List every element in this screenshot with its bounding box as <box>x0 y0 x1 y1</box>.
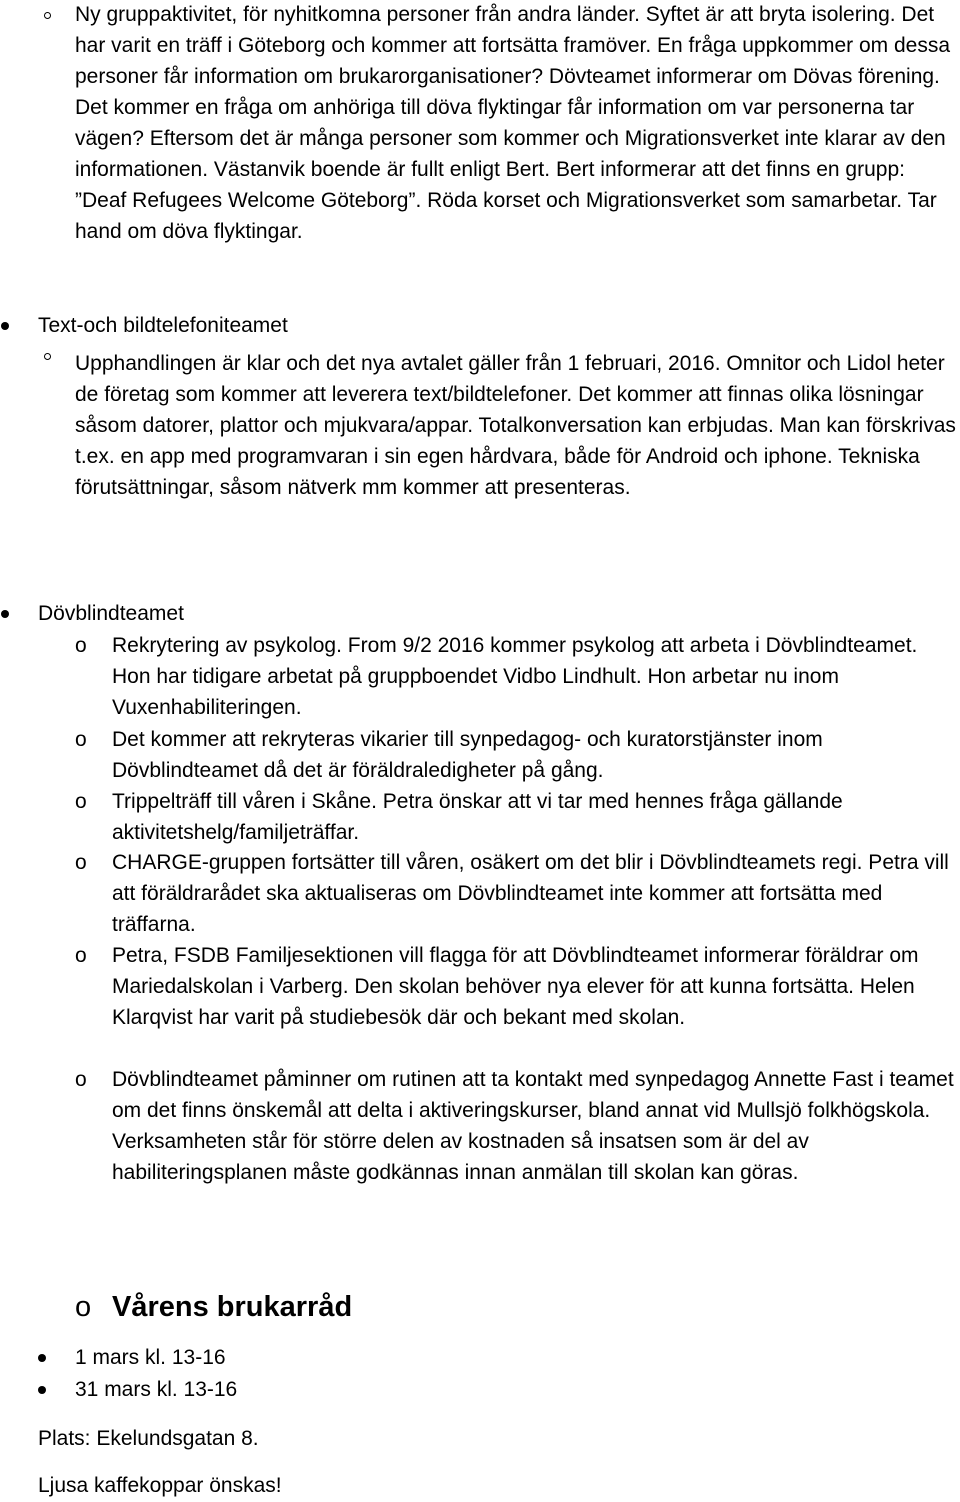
text-phone-paragraph: Upphandlingen är klar och det nya avtalet gäller från 1 februari, 2016. Omnitor och Lidol heter de företag som kommer att leverera text/bildtelefoner. Det kommer att finnas olika lösningar såsom datorer, plattor och mjukvara/appar. Totalkonversation kan erbjudas. Man kan förskrivas t.ex. en app med programvaran i sin egen hårdvara, både för Android och iphone. Tekniska förutsättningar, såsom nätverk mm kommer att presenteras. <box>75 352 956 499</box>
list-marker: o <box>75 1291 92 1323</box>
list-item-text: Dövblindteamet påminner om rutinen att ta kontakt med synpedagog Annette Fast i teamet om det finns önskemål att delta i aktiveringskurser, bland annat vid Mullsjö folkhögskola. Verksamheten står för större delen av kostnaden så insatsen som är del av habiliteringsplanen måste godkännas innan anmälan till skolan kan göras. <box>112 1068 954 1184</box>
list-marker: o <box>75 1068 87 1091</box>
deafblind-team-heading: Dövblindteamet <box>38 602 184 625</box>
list-item-text: CHARGE-gruppen fortsätter till våren, osäkert om det blir i Dövblindteamets regi. Petra vill att föräldrarådet ska aktualiseras om Dövblindteamet inte kommer att fortsätta med träffarna. <box>112 851 949 936</box>
list-item-text: Trippelträff till våren i Skåne. Petra önskar att vi tar med hennes fråga gällande aktivitetshelg/familjeträffar. <box>112 790 843 844</box>
bullet-icon <box>1 610 9 618</box>
meeting-place: Plats: Ekelundsgatan 8. <box>38 1427 259 1450</box>
hollow-bullet-icon <box>44 353 51 360</box>
meeting-date: 31 mars kl. 13-16 <box>75 1378 238 1401</box>
spring-council-heading: Vårens brukarråd <box>112 1291 353 1323</box>
list-marker: o <box>75 944 87 967</box>
list-marker: o <box>75 728 87 751</box>
list-item-text: Det kommer att rekryteras vikarier till synpedagog- och kuratorstjänster inom Dövblindteamet då det är föräldraledigheter på gång. <box>112 728 823 782</box>
refugee-activity-paragraph: Ny gruppaktivitet, för nyhitkomna personer från andra länder. Syftet är att bryta isolering. Det har varit en träff i Göteborg och kommer att fortsätta framöver. En fråga uppkommer om dessa personer får information om brukarorganisationer? Dövteamet informerar om Dövas förening. Det kommer en fråga om anhöriga till döva flyktingar får information om var personerna tar vägen? Eftersom det är många personer som kommer och Migrationsverket inte klarar av den informationen. Västanvik boende är fullt enligt Bert. Bert informerar att det finns en grupp: ”Deaf Refugees Welcome Göteborg”. Röda korset och Migrationsverket som samarbetar. Tar hand om döva flyktingar. <box>75 3 950 243</box>
list-item-text: Petra, FSDB Familjesektionen vill flagga för att Dövblindteamet informerar föräldrar om Mariedalskolan i Varberg. Den skolan behöver nya elever för att kunna fortsätta. Helen Klarqvist har varit på studiebesök där och bekant med skolan. <box>112 944 919 1029</box>
coffee-note: Ljusa kaffekoppar önskas! <box>38 1474 282 1497</box>
bullet-icon <box>38 1386 46 1394</box>
meeting-date: 1 mars kl. 13-16 <box>75 1346 226 1369</box>
text-phone-team-heading: Text-och bildtelefoniteamet <box>38 314 288 337</box>
list-item-text: Rekrytering av psykolog. From 9/2 2016 kommer psykolog att arbeta i Dövblindteamet. Hon har tidigare arbetat på gruppboendet Vidbo Lindhult. Hon arbetar nu inom Vuxenhabiliteringen. <box>112 634 918 719</box>
list-marker: o <box>75 634 87 657</box>
list-marker: o <box>75 790 87 813</box>
list-marker: o <box>75 851 87 874</box>
hollow-bullet-icon <box>44 12 51 19</box>
bullet-icon <box>1 322 9 330</box>
bullet-icon <box>38 1354 46 1362</box>
